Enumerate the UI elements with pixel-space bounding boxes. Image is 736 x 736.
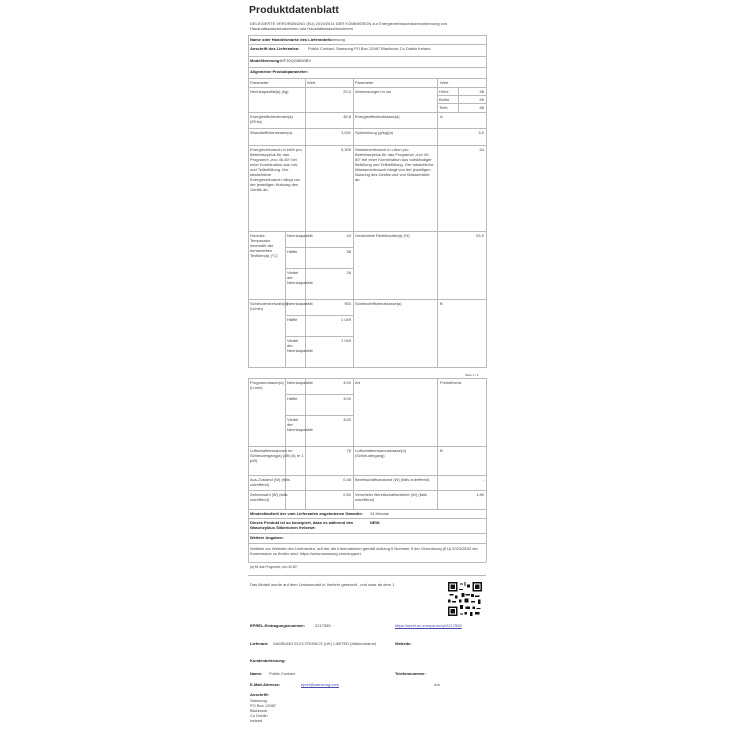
further-info-label: Weitere Angaben: xyxy=(250,535,284,540)
energy-class-value: A xyxy=(440,114,443,119)
supplier-label: Lieferant: xyxy=(250,641,269,646)
depth-label: Tiefe xyxy=(439,105,448,110)
noise-class-label: Luftschallemissionsklasse(a) (Schleudergang) xyxy=(355,448,406,458)
eprel-label: EPREL-Eintragungsnummer: xyxy=(250,623,306,628)
col-param-1: Parameter xyxy=(250,80,269,85)
model-value: WF30QG8650BV xyxy=(280,58,312,63)
standby-value: - xyxy=(482,477,484,482)
customer-service-label: Kundenbetreuung: xyxy=(250,658,286,663)
qr-code-icon[interactable] xyxy=(448,582,482,616)
address-value: Samsung PO Box 12987 Blackrock Co Dublin Ireland xyxy=(250,698,277,723)
phone-label: Telefonnummer: xyxy=(395,671,427,676)
delay-start-label: Zeitvorwahl (W) (falls zutreffend) xyxy=(250,492,288,502)
website-label: Website: xyxy=(395,641,412,646)
product-datasheet xyxy=(245,0,490,736)
spin-half-value: 1 049 xyxy=(340,317,351,322)
col-param-2: Parameter xyxy=(355,80,374,85)
contact-name-value: Public Contact xyxy=(269,671,295,676)
weblink-text: Weblink zur Website des Lieferanten, auf der die Informationen gemäß Anhang II Nummer 9 der Verordnung (EU) 2023/2533 der Kommission zu finden sind: https://www.samsung.com/support xyxy=(250,546,478,556)
supplier-address: Public Contact, Samsung PO Box 12987 Blackrock Co Dublin Ireland xyxy=(308,46,431,51)
supplier-name-label: Name oder Handelsmarke des Lieferanten: xyxy=(250,37,332,42)
water-consumption-label: Wasserverbrauch in Litern pro Betriebszyklus für das Programm „eco 40-60“ bei einer Kombination aus vollständiger Befüllung und Teilbefüllung. Der tatsächliche Wasserverbrauch hängt von der jeweiligen Nutzung des Geräts und von Wasserhärte ab. xyxy=(355,147,434,182)
page-title: Produktdatenblatt xyxy=(249,4,339,16)
off-mode-value: 0,48 xyxy=(343,477,351,482)
spin-quarter-value: 1 049 xyxy=(340,338,351,343)
washing-eff-value: 1,031 xyxy=(340,130,351,135)
supplier-address-label: Anschrift des Lieferanten: xyxy=(250,46,300,51)
address-label: Anschrift: xyxy=(250,692,269,697)
max-temp-quarter-label: Viertel der Nennkapazität xyxy=(287,270,313,285)
noise-value: 76 xyxy=(346,448,351,453)
networked-standby-label: Vernetzter Bereitschaftsbetrieb (W) (falls zutreffend) xyxy=(355,492,427,502)
rinse-value: 5,0 xyxy=(478,130,484,135)
water-consumption-value: 54 xyxy=(479,147,484,152)
phone-value: n/a xyxy=(434,682,440,687)
max-temp-quarter-value: 26 xyxy=(346,270,351,275)
height-label: Höhe xyxy=(439,89,449,94)
spin-half-label: Hälfte xyxy=(287,317,298,322)
silver-label: Dieses Produkt ist so konzipiert, dass es während des Waschzyklus Silberionen freisetzt: xyxy=(250,520,354,530)
dur-half-label: Hälfte xyxy=(287,396,298,401)
supplier-name: Samsung xyxy=(328,37,345,42)
warranty-label: Mindestlaufzeit der vom Lieferanten angebotenen Garantie: xyxy=(250,511,363,516)
contact-name-label: Name: xyxy=(250,671,263,676)
dur-half-value: 3:00 xyxy=(343,396,351,401)
standby-label: Bereitschaftszustand (W) (falls zutreffend) xyxy=(355,477,430,482)
noise-class-value: B xyxy=(440,448,443,453)
washing-eff-label: Waschleffizienzindex(a) xyxy=(250,130,293,135)
footnote: (a) für das Programm „eco 40-60“ xyxy=(250,565,298,569)
dur-quarter-label: Viertel der Nennkapazität xyxy=(287,417,313,432)
email-value[interactable]: eprel@samsung.com xyxy=(301,682,339,687)
spin-class-label: Schleuderffizienzklasse(a) xyxy=(355,301,402,306)
regulation-text: DELEGIERTE VERORDNUNG (EU) 2019/2014 DER KOMMISSION zur Energieverbrauchskennzeichnung von Haushaltswaschmaschinen und Haushaltswaschtrocknern xyxy=(250,21,448,31)
width-value: 69 xyxy=(479,97,484,102)
spin-quarter-label: Viertel der Nennkapazität xyxy=(287,338,313,353)
rated-capacity-value: 20,0 xyxy=(343,89,351,94)
spin-speed-label: Schleuderdrehzahl(a) (U/min) xyxy=(250,301,289,311)
energy-consumption-value: 0,305 xyxy=(340,147,351,152)
max-temp-label: Höchste Temperatur innerhalb der behandelten Textilien(a) (°C) xyxy=(250,233,278,258)
spin-rated-label: Nennkapazität xyxy=(287,301,313,306)
max-temp-half-value: 38 xyxy=(346,249,351,254)
type-value: Freistehend xyxy=(440,380,462,385)
dur-quarter-value: 3:00 xyxy=(343,417,351,422)
eprel-link[interactable]: https://eprel.ec.europa.eu/qr/2217555 xyxy=(395,623,462,628)
rated-capacity-label: Nennkapazität(a) (kg) xyxy=(250,89,289,94)
max-temp-half-label: Hälfte xyxy=(287,249,298,254)
energy-consumption-label: Energieverbrauch in kWh pro Betriebszyklus für das Programm „eco 40-60“ bei einer Kombination aus voll- und Teilbefüllung. Der tatsächliche Energieverbrauch hängt von der jeweiligen Nutzung des Geräts ab. xyxy=(250,147,302,192)
type-label: Art xyxy=(355,380,361,385)
model-label: Modellkennung: xyxy=(250,58,281,63)
eprel-value: 2217555 xyxy=(315,623,331,628)
height-value: 98 xyxy=(479,89,484,94)
dur-rated-value: 4:00 xyxy=(343,380,351,385)
supplier-value: SAMSUNG ELECTRONICS (UK) LIMITED (Markenname) xyxy=(273,641,377,646)
networked-standby-value: 1,80 xyxy=(476,492,484,497)
residual-moisture-label: Gewichtete Restfeuchte(a) (%) xyxy=(355,233,410,238)
eei-label: Energieeffizienzindex(a) (EEIw) xyxy=(250,114,293,124)
eprel-intro: Das Modell wurde auf dem Unionsmarkt in Verkehr gebracht , und zwar ab dem 1 xyxy=(250,582,395,587)
residual-moisture-value: 53,9 xyxy=(476,233,484,238)
email-label: E-Mail-Adresse: xyxy=(250,682,281,687)
dimensions-label: Abmessungen in cm xyxy=(355,89,392,94)
max-temp-rated-label: Nennkapazität xyxy=(287,233,313,238)
noise-label: Luftschallemissionen im Schleudergang(a) (dB (A) re 1 pW) xyxy=(250,448,304,463)
off-mode-label: Aus-Zustand (W) (falls zutreffend) xyxy=(250,477,290,487)
silver-value: NEIN xyxy=(370,520,380,525)
spin-class-value: B xyxy=(440,301,443,306)
eei-value: 46,8 xyxy=(343,114,351,119)
spin-rated-value: 953 xyxy=(344,301,351,306)
width-label: Breite xyxy=(439,97,450,102)
depth-value: 88 xyxy=(479,105,484,110)
page-number: Seite 1 / 2 xyxy=(465,373,479,377)
max-temp-rated-value: 43 xyxy=(346,233,351,238)
delay-start-value: 0,50 xyxy=(343,492,351,497)
col-value-2: Wert xyxy=(440,80,449,85)
col-value-1: Wert xyxy=(307,80,316,85)
dur-rated-label: Nennkapazität xyxy=(287,380,313,385)
rinse-label: Spülwirkung (g/kg)(a) xyxy=(355,130,394,135)
program-duration-label: Programmdauer(a) (h:min) xyxy=(250,380,284,390)
energy-class-label: Energieeffizienzklasse(a) xyxy=(355,114,400,119)
general-params-heading: Allgemeine Produktparameter: xyxy=(250,69,309,74)
warranty-value: 24 Monate xyxy=(370,511,389,516)
